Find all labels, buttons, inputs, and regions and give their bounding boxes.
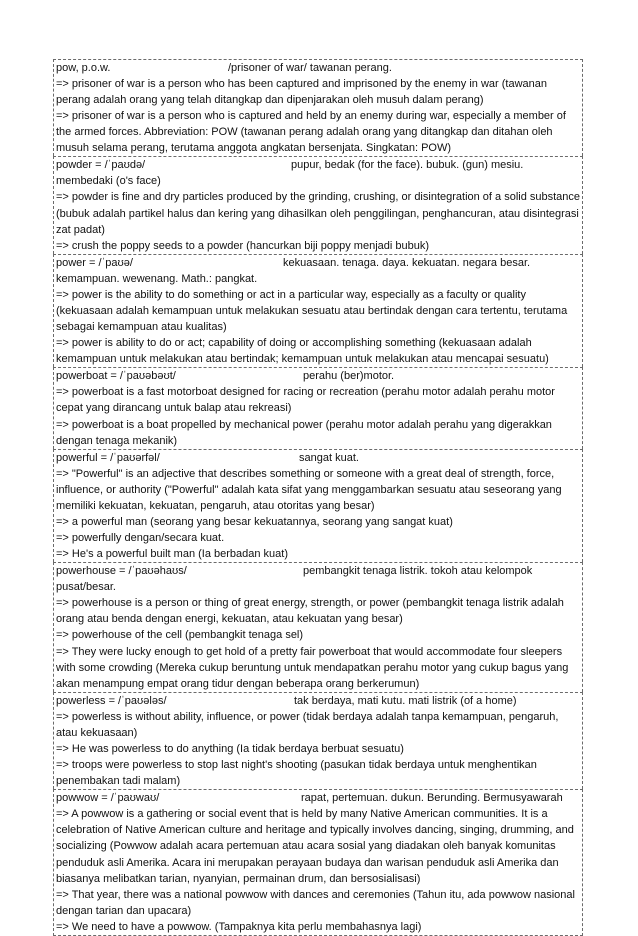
entry-definition: tak berdaya, mati kutu. mati listrik (of a home)	[294, 694, 517, 707]
entry-example-line: => A powwow is a gathering or social event that is held by many Native American communities. It is a celebration of Native American culture and heritage and typically involves dancing, singing, drumming, and socializing (Powwow adalah acara pertemuan atau acara sosial yang diadakan oleh banyak komunitas penduduk asli Amerika. Acara ini merupakan perayaan budaya dan warisan penduduk asli Amerika dan biasanya melibatkan tarian, nyanyian, permainan drum, dan bersosialisasi)	[56, 808, 574, 885]
entry-example-line: => prisoner of war is a person who has been captured and imprisoned by the enemy in war (tawanan perang adalah orang yang telah ditangkap dan dipenjarakan oleh musuh dalam perang)	[56, 78, 548, 107]
entry-headword: powerboat = /ˈpaʊəbəʊt/	[56, 370, 176, 383]
entry-header	[56, 60, 582, 76]
dictionary-entry	[53, 789, 583, 936]
entry-definition: pembangkit tenaga listrik. tokoh atau kelompok pusat/besar.	[56, 565, 533, 594]
entry-definition: perahu (ber)motor.	[303, 370, 395, 383]
entry-example-line: => We need to have a powwow. (Tampaknya kita perlu membahasnya lagi)	[56, 920, 422, 933]
entry-example-line: => That year, there was a national powwow with dances and ceremonies (Tahun itu, ada powwow nasional dengan tarian dan upacara)	[56, 888, 575, 917]
entry-example-line: => He was powerless to do anything (Ia tidak berdaya berbuat sesuatu)	[56, 743, 404, 755]
dictionary-entry	[53, 562, 583, 692]
entry-example-line: => powerhouse of the cell (pembangkit tenaga sel)	[56, 629, 304, 642]
entry-header	[56, 450, 582, 466]
entry-headword: powder = /ˈpaʊdə/	[56, 159, 146, 172]
entry-header	[56, 368, 582, 384]
entry-definition: kekuasaan. tenaga. daya. kekuatan. negara besar. kemampuan. wewenang. Math.: pangkat.	[56, 256, 531, 285]
entry-example-line: => a powerful man (seorang yang besar kekuatannya, seorang yang sangat kuat)	[56, 515, 453, 528]
entry-example-line: => troops were powerless to stop last night's shooting (pasukan tidak berdaya untuk menghentikan penembakan tadi malam)	[56, 759, 537, 788]
entry-definition: /prisoner of war/ tawanan perang.	[228, 62, 392, 74]
dictionary-page	[53, 59, 583, 936]
entry-example-line: => powerboat is a boat propelled by mechanical power (perahu motor adalah perahu yang digerakkan dengan tenaga mekanik)	[56, 418, 552, 447]
entry-headword: powerhouse = /ˈpaʊəhaʊs/	[56, 565, 187, 578]
entry-example-line: => powerhouse is a person or thing of great energy, strength, or power (pembangkit tenaga listrik adalah orang atau benda dengan energi, kekuatan, atau kekuatan yang besar)	[56, 597, 564, 626]
entry-headword: pow, p.o.w.	[56, 62, 111, 74]
entry-definition: sangat kuat.	[299, 451, 359, 464]
entry-header	[56, 693, 582, 709]
entry-example-line: => "Powerful" is an adjective that describes something or someone with a great deal of strength, force, influence, or authority ("Powerful" adalah kata sifat yang menggambarkan sesuatu atau seseorang yang memiliki kekuatan, kekuatan, pengaruh, atau otoritas yang besar)	[56, 467, 562, 512]
dictionary-entry	[53, 692, 583, 789]
entry-header	[56, 157, 582, 189]
dictionary-entry	[53, 254, 583, 367]
entry-example-line: => power is the ability to do something or act in a particular way, especially as a faculty or quality (kekuasaan adalah kemampuan untuk melakukan sesuatu atau bertindak dengan cara tertentu, terutama sebagai kemampuan atau kualitas)	[56, 288, 568, 334]
entry-definition: pupur, bedak (for the face). bubuk. (gun) mesiu. membedaki (o's face)	[56, 159, 524, 188]
dictionary-entry	[53, 156, 583, 253]
entry-example-line: => prisoner of war is a person who is captured and held by an enemy during war, especially a member of the armed forces. Abbreviation: POW (tawanan perang adalah orang yang ditangkap dan ditahan oleh musuh selama perang, terutama anggota angkatan bersenjata. Singkatan: POW)	[56, 110, 566, 155]
dictionary-entry	[53, 449, 583, 563]
entry-example-line: => powerboat is a fast motorboat designed for racing or recreation (perahu motor adalah perahu motor cepat yang dirancang untuk balap atau rekreasi)	[56, 386, 555, 415]
entry-example-line: => They were lucky enough to get hold of a pretty fair powerboat that would accommodate four sleepers with some crowding (Mereka cukup beruntung untuk mendapatkan perahu motor yang cukup bagus yang akan menampung empat orang tidur dengan beberapa orang berkerumun)	[56, 645, 569, 690]
dictionary-entry	[53, 367, 583, 448]
entry-example-line: => powder is fine and dry particles produced by the grinding, crushing, or disintegration of a solid substance (bubuk adalah partikel halus dan kering yang dihasilkan oleh penggilingan, penghancuran, atau disintegrasi zat padat)	[56, 191, 581, 236]
entry-example-line: => crush the poppy seeds to a powder (hancurkan biji poppy menjadi bubuk)	[56, 239, 430, 252]
entry-headword: powerful = /ˈpaʊərfəl/	[56, 451, 160, 464]
entry-example-line: => powerfully dengan/secara kuat.	[56, 532, 225, 545]
entry-headword: powwow = /ˈpaʊwaʊ/	[56, 792, 160, 805]
entry-headword: powerless = /ˈpaʊələs/	[56, 694, 167, 707]
entry-example-line: => power is ability to do or act; capability of doing or accomplishing something (kekuasaan adalah kemampuan untuk melakukan atau bertindak; kemampuan untuk melakukan atau mencapai sesuatu)	[56, 337, 549, 366]
entry-header	[56, 563, 582, 595]
dictionary-entry	[53, 59, 583, 156]
entry-header	[56, 255, 582, 287]
entry-example-line: => powerless is without ability, influence, or power (tidak berdaya adalah tanpa kemampuan, pengaruh, atau kekuasaan)	[56, 710, 559, 739]
entry-definition: rapat, pertemuan. dukun. Berunding. Bermusyawarah	[301, 792, 563, 805]
entry-example-line: => He's a powerful built man (Ia berbadan kuat)	[56, 548, 289, 561]
entry-header	[56, 790, 582, 806]
entry-headword: power = /ˈpaʊə/	[56, 256, 133, 269]
